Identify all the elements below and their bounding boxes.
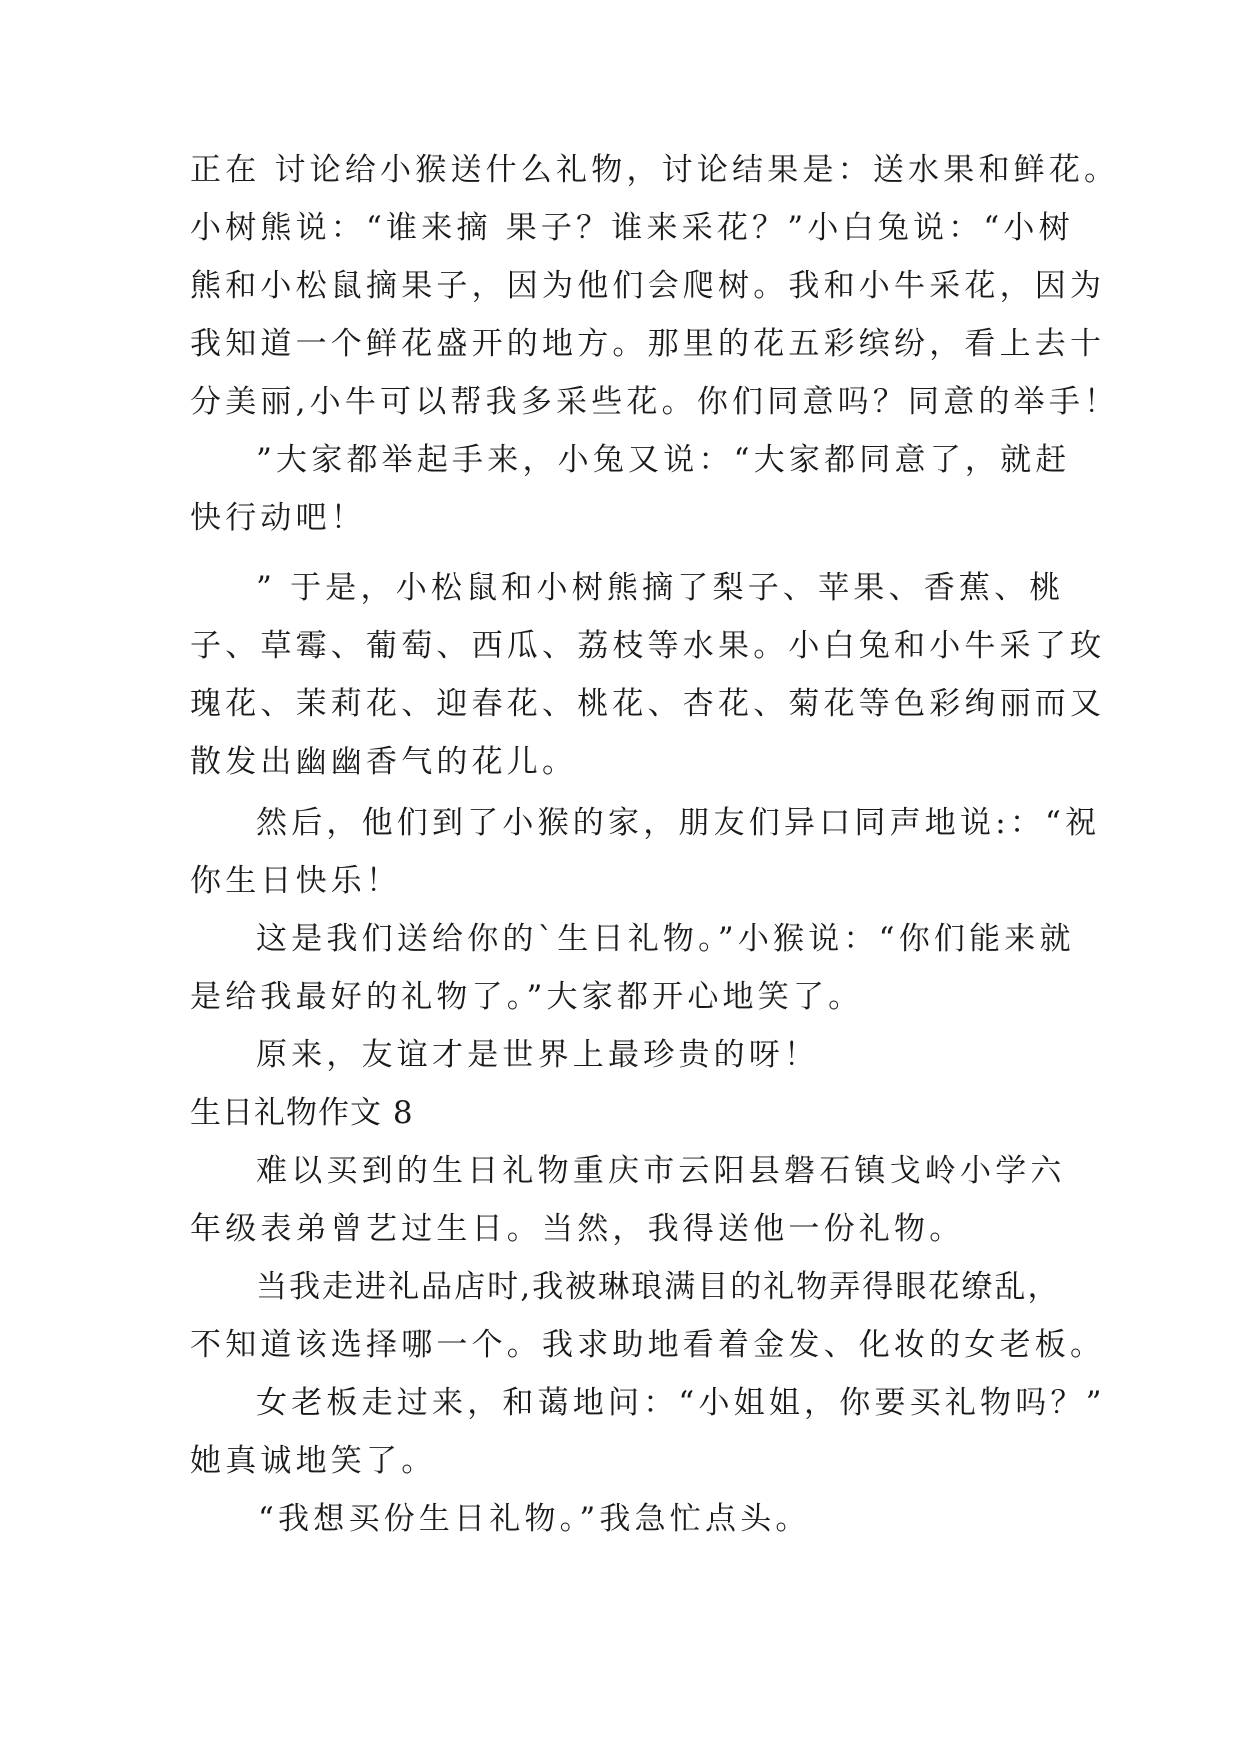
text-line: 散发出幽幽香气的花儿。 xyxy=(190,744,578,780)
text-line: 分美丽,小牛可以帮我多采些花。你们同意吗？同意的举手！ xyxy=(190,384,1120,420)
text-line: 小树熊说：“谁来摘 果子？谁来采花？”小白兔说：“小树 xyxy=(190,210,1074,246)
text-line: 难以买到的生日礼物重庆市云阳县磐石镇戈岭小学六 xyxy=(256,1153,1066,1189)
text-line: 这是我们送给你的`生日礼物。”小猴说：“你们能来就 xyxy=(256,921,1075,957)
text-line: 我知道一个鲜花盛开的地方。那里的花五彩缤纷，看上去十 xyxy=(190,326,1106,362)
text-line: 不知道该选择哪一个。我求助地看着金发、化妆的女老板。 xyxy=(190,1327,1106,1363)
text-line: ” 于是，小松鼠和小树熊摘了梨子、苹果、香蕉、桃 xyxy=(256,570,1065,606)
text-line: 当我走进礼品店时,我被琳琅满目的礼物弄得眼花缭乱， xyxy=(256,1269,1060,1305)
text-line: ”大家都举起手来，小兔又说：“大家都同意了，就赶 xyxy=(256,442,1071,478)
text-line: 她真诚地笑了。 xyxy=(190,1443,437,1479)
text-line: 然后，他们到了小猴的家，朋友们异口同声地说:：“祝 xyxy=(256,805,1101,841)
section-heading: 生日礼物作文 8 xyxy=(190,1095,414,1131)
text-line: 快行动吧！ xyxy=(190,500,366,536)
text-line: “我想买份生日礼物。”我急忙点头。 xyxy=(258,1501,811,1537)
text-line: 瑰花、茉莉花、迎春花、桃花、杏花、菊花等色彩绚丽而又 xyxy=(190,686,1106,722)
text-line: 女老板走过来，和蔼地问：“小姐姐，你要买礼物吗？” xyxy=(256,1385,1106,1421)
text-line: 你生日快乐！ xyxy=(190,863,402,899)
text-line: 正在 讨论给小猴送什么礼物，讨论结果是：送水果和鲜花。 xyxy=(190,152,1120,188)
text-line: 原来，友谊才是世界上最珍贵的呀！ xyxy=(256,1037,820,1073)
text-line: 子、草霉、葡萄、西瓜、荔枝等水果。小白兔和小牛采了玫 xyxy=(190,628,1106,664)
text-line: 年级表弟曾艺过生日。当然，我得送他一份礼物。 xyxy=(190,1211,965,1247)
text-line: 熊和小松鼠摘果子，因为他们会爬树。我和小牛采花，因为 xyxy=(190,268,1106,304)
text-line: 是给我最好的礼物了。”大家都开心地笑了。 xyxy=(190,979,864,1015)
